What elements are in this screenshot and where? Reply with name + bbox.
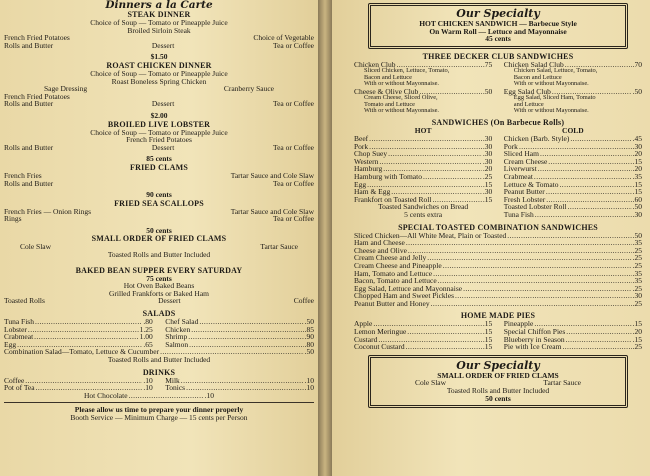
small-note: Toasted Rolls and Butter Included <box>107 250 211 260</box>
page-title: Dinners a la Carte <box>105 0 213 11</box>
club-right-col: Chicken Salad Club ..... .70 Chicken Salad, Lettuce, Tomato, Bacon and Lettuce With or without Mayonnaise. Egg Salad Club ..... .50 Egg Salad, Sliced Ham, Tomato and Lettuce With or without Mayonnaise. <box>504 61 642 115</box>
salad-row: Crabmeat ..... 1.00 Shrimp ..... .90 <box>4 333 314 341</box>
pies-heading: HOME MADE PIES <box>460 311 536 321</box>
scallops-row-2: Rings Tea or Coffee <box>4 214 314 224</box>
pie-item: Special Chiffon Pies ..... .20 <box>504 328 642 336</box>
sandwich-item: Hamburg with Tomato ..... .25 <box>354 173 492 181</box>
small-price: 50 cents <box>146 225 172 235</box>
steak-line-2: Broiled Sirloin Steak <box>127 25 191 35</box>
right-page-content <box>354 0 642 411</box>
combo-list <box>354 232 642 308</box>
cold-label: COLD <box>562 126 584 136</box>
toasted-extra: 5 cents extra <box>404 209 443 219</box>
small-row-1: Cole Slaw Tartar Sauce <box>20 242 298 252</box>
drink-hot-chocolate: Hot Chocolate ..... .10 <box>4 392 314 400</box>
chicken-row-1: Sage Dressing Cranberry Sauce <box>44 84 274 94</box>
sandwich-item: Egg ..... .15 <box>354 181 492 189</box>
salads-list <box>4 318 314 364</box>
sandwich-item: Crabmeat ..... .35 <box>504 173 642 181</box>
steak-row-2: Rolls and Butter Dessert Tea or Coffee <box>4 40 314 50</box>
specialty-line-2: On Warm Roll — Lettuce and Mayonnaise <box>429 26 567 36</box>
chicken-row-3: Rolls and Butter Dessert Tea or Coffee <box>4 99 314 109</box>
sandwich-item: Pork ..... .30 <box>504 143 642 151</box>
lobster-heading: BROILED LIVE LOBSTER <box>107 119 211 129</box>
bean-price: 75 cents <box>146 273 172 283</box>
combo-item: Cream Cheese and Pineapple ..... .25 <box>354 262 642 270</box>
drink-row: Pot of Tea ..... .10 Tonics ..... .10 <box>4 384 314 392</box>
scallops-price: 90 cents <box>146 190 172 200</box>
sandwich-item: Cream Cheese ..... .15 <box>504 158 642 166</box>
combo-item: Bacon, Tomato and Lettuce ..... .35 <box>354 277 642 285</box>
hot-col <box>354 127 492 218</box>
club-item: Chicken Club ..... .75 <box>354 61 492 69</box>
combo-item: Peanut Butter and Honey ..... .25 <box>354 300 642 308</box>
small-heading: SMALL ORDER OF FRIED CLAMS <box>91 234 227 244</box>
center-fold <box>318 0 332 476</box>
salad-combo: Combination Salad—Tomato, Lettuce & Cucumber ..... .50 <box>4 348 314 356</box>
specialty-line-1: HOT CHICKEN SANDWICH — Barbecue Style <box>419 19 577 28</box>
specialty-price: 45 cents <box>485 34 511 44</box>
pies-columns <box>354 320 642 350</box>
specialty-title-2: Our Specialty <box>456 358 540 372</box>
sandwich-item: Frankfort on Toasted Roll ..... .15 <box>354 196 492 204</box>
sandwich-item: Liverwurst ..... .20 <box>504 165 642 173</box>
sandwich-item: Pork ..... .30 <box>354 143 492 151</box>
salad-row: Tuna Fish ..... .80 Chef Salad ..... .50 <box>4 318 314 326</box>
drink-row: Coffee ..... .10 Milk ..... .10 <box>4 377 314 385</box>
salad-row: Lobster ..... 1.25 Chicken ..... .85 <box>4 326 314 334</box>
steak-line-1: Choice of Soup — Tomato or Pineapple Juice <box>90 18 228 27</box>
combo-item: Ham and Cheese ..... .35 <box>354 239 642 247</box>
chicken-price: $1.50 <box>150 52 168 62</box>
bean-heading: BAKED BEAN SUPPER EVERY SATURDAY <box>75 265 243 275</box>
club-heading: THREE DECKER CLUB SANDWICHES <box>422 51 574 61</box>
cold-col <box>504 127 642 218</box>
specialty2-line-2: Toasted Rolls and Butter Included <box>446 386 550 396</box>
pies-right-col <box>504 320 642 350</box>
pie-item: Apple ..... .15 <box>354 320 492 328</box>
salads-note: Toasted Rolls and Butter Included <box>107 355 211 364</box>
lobster-line-2: French Fried Potatoes <box>126 135 192 145</box>
bean-line-2: Grilled Frankforts or Baked Ham <box>109 288 209 298</box>
left-page <box>0 0 318 476</box>
steak-heading: STEAK DINNER <box>127 10 191 19</box>
lobster-price: $2.00 <box>150 110 168 120</box>
club-item: Chicken Salad Club ..... .70 <box>504 61 642 69</box>
left-page-content <box>4 0 314 422</box>
clams-price: 85 cents <box>146 154 172 164</box>
combo-heading: SPECIAL TOASTED COMBINATION SANDWICHES <box>398 222 598 232</box>
sandwich-item: Lettuce & Tomato ..... .15 <box>504 181 642 189</box>
combo-item: Cream Cheese and Jelly ..... .25 <box>354 254 642 262</box>
bean-row: Toasted Rolls Dessert Coffee <box>4 296 314 306</box>
sandwich-item: Hamburg ..... .20 <box>354 165 492 173</box>
combo-item: Ham, Tomato and Lettuce ..... .35 <box>354 270 642 278</box>
salad-row: Egg ..... .65 Salmon ..... .80 <box>4 341 314 349</box>
sandwich-item: Chicken (Barb. Style) ..... .45 <box>504 135 642 143</box>
combo-item: Cheese and Olive ..... .25 <box>354 247 642 255</box>
clams-row-2: Rolls and Butter Tea or Coffee <box>4 178 314 188</box>
sandwich-columns <box>354 127 642 218</box>
pie-item: Custard ..... .15 <box>354 336 492 344</box>
footer-note-1: Please allow us time to prepare your dinner properly <box>74 405 244 415</box>
chicken-line-2: Roast Boneless Spring Chicken <box>111 76 207 86</box>
chicken-heading: ROAST CHICKEN DINNER <box>106 60 212 70</box>
clams-row-1: French Fries Tartar Sauce and Cole Slaw <box>4 170 314 180</box>
combo-item: Egg Salad, Lettuce and Mayonnaise ..... .25 <box>354 285 642 293</box>
specialty2-row: Cole Slaw Tartar Sauce <box>415 378 581 388</box>
chicken-row-2: French Fried Potatoes <box>4 91 70 101</box>
toasted-note: Toasted Sandwiches on Bread <box>378 202 469 212</box>
specialty2-price: 50 cents <box>485 393 511 403</box>
scallops-row-1: French Fries — Onion Rings Tartar Sauce and Cole Slaw <box>4 206 314 216</box>
salads-heading: SALADS <box>142 309 176 319</box>
specialty-box-bottom <box>368 355 628 408</box>
specialty-title: Our Specialty <box>456 7 540 20</box>
pie-item: Blueberry in Season ..... .15 <box>504 336 642 344</box>
drinks-heading: DRINKS <box>142 367 176 377</box>
specialty-box-top <box>368 3 628 49</box>
club-item: Egg Salad Club ..... .50 <box>504 88 642 96</box>
clams-heading: FRIED CLAMS <box>130 162 188 172</box>
chicken-line-1: Choice of Soup — Tomato or Pineapple Juice <box>90 68 228 78</box>
specialty2-line-1: SMALL ORDER OF FRIED CLAMS <box>437 370 559 380</box>
sandwich-item: Toasted Lobster Roll ..... .50 <box>504 203 642 211</box>
combo-item: Chopped Ham and Sweet Pickles ..... .30 <box>354 292 642 300</box>
hot-label: HOT <box>414 126 432 136</box>
scallops-heading: FRIED SEA SCALLOPS <box>114 198 204 208</box>
sandwich-item: Tuna Fish ..... .30 <box>504 211 642 219</box>
pie-item: Coconut Custard ..... .15 <box>354 343 492 351</box>
pie-item: Pie with Ice Cream ..... .25 <box>504 343 642 351</box>
sandwich-item: Sliced Ham ..... .20 <box>504 150 642 158</box>
sandwich-item: Chop Suey ..... .30 <box>354 150 492 158</box>
combo-item: Sliced Chicken—All White Meat, Plain or Toasted ..... .50 <box>354 232 642 240</box>
footer-note-2: Booth Service — Minimum Charge — 15 cents per Person <box>70 412 248 422</box>
sandwiches-heading: SANDWICHES (On Barbecue Rolls) <box>431 118 565 128</box>
sandwich-item: Peanut Butter ..... .15 <box>504 188 642 196</box>
bean-line-1: Hot Oven Baked Beans <box>123 281 195 291</box>
sandwich-item: Ham & Egg ..... .30 <box>354 188 492 196</box>
club-item: Cheese & Olive Club ..... .50 <box>354 88 492 96</box>
sandwich-item: Fresh Lobster ..... .60 <box>504 196 642 204</box>
pies-left-col <box>354 320 492 350</box>
sandwich-item: Beef ..... .30 <box>354 135 492 143</box>
sandwich-item: Western ..... .30 <box>354 158 492 166</box>
lobster-row: Rolls and Butter Dessert Tea or Coffee <box>4 142 314 152</box>
club-columns <box>354 61 642 115</box>
club-left-col: Chicken Club ..... .75 Sliced Chicken, Lettuce, Tomato, Bacon and Lettuce With or without Mayonnaise. Cheese & Olive Club ..... .50 Cream Cheese, Sliced Olive, Tomato and Lettuce With or without Mayonnaise. <box>354 61 492 115</box>
pie-item: Lemon Meringue ..... .15 <box>354 328 492 336</box>
lobster-line-1: Choice of Soup — Tomato or Pineapple Juice <box>90 127 228 137</box>
steak-row-1: French Fried Potatoes Choice of Vegetable <box>4 33 314 43</box>
pie-item: Pineapple ..... .15 <box>504 320 642 328</box>
right-page <box>332 0 650 476</box>
